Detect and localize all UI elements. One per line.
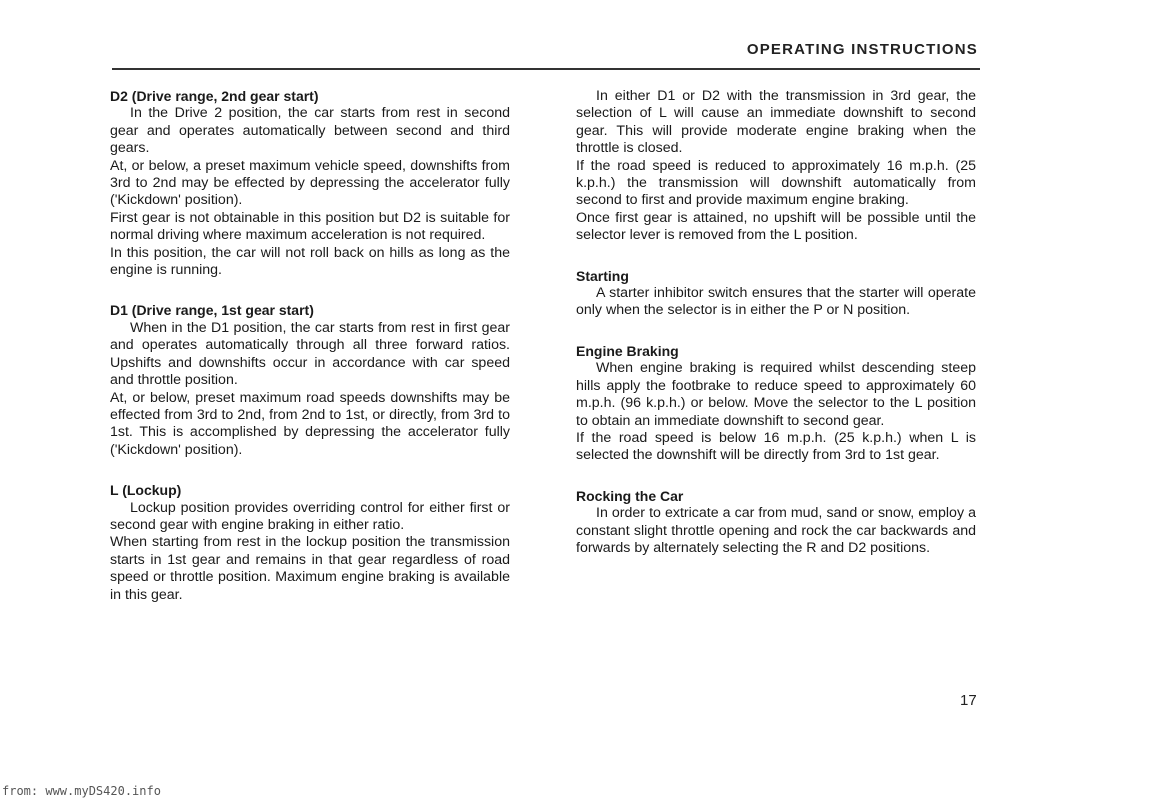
section [576, 343, 976, 465]
section-paragraph: In order to extricate a car from mud, sand or snow, employ a constant slight throttle opening and rock the car backwards and forwards by alternately selecting the R and D2 positions. [576, 505, 976, 556]
section-paragraph: If the road speed is below 16 m.p.h. (25 k.p.h.) when L is selected the downshift will be directly from 3rd to 1st gear. [576, 429, 976, 464]
section-paragraph: Lockup position provides overriding control for either first or second gear with engine braking in either ratio. [110, 499, 510, 533]
right-column [576, 88, 976, 580]
section-heading: Starting [576, 267, 629, 284]
section-heading: D1 (Drive range, 1st gear start) [110, 302, 314, 319]
page-header-title: OPERATING INSTRUCTIONS [746, 41, 978, 58]
section-paragraph: Once first gear is attained, no upshift will be possible until the selector lever is removed from the L position. [576, 209, 976, 244]
section [576, 88, 976, 245]
section-heading: D2 (Drive range, 2nd gear start) [110, 88, 319, 104]
section-paragraph: At, or below, preset maximum road speeds downshifts may be effected from 3rd to 2nd, from 2nd to 1st, or directly, from 3rd to 1st. This is accomplished by depressing the accelerator fully ('Kickdown' position). [110, 389, 510, 458]
section [576, 488, 976, 558]
section-paragraph: When in the D1 position, the car starts from rest in first gear and operates automatically through all three forward ratios. Upshifts and downshifts occur in accordance with car speed and throttle position. [110, 319, 510, 389]
section [576, 268, 976, 320]
section-heading: L (Lockup) [110, 482, 182, 499]
section-paragraph: If the road speed is reduced to approximately 16 m.p.h. (25 k.p.h.) the transmission will downshift automatically from second to first and provide maximum engine braking. [576, 157, 976, 209]
section-paragraph: At, or below, a preset maximum vehicle speed, downshifts from 3rd to 2nd may be effected by depressing the accelerator fully ('Kickdown' position). [110, 157, 510, 209]
section-paragraph: In this position, the car will not roll back on hills as long as the engine is running. [110, 244, 510, 279]
page-number: 17 [960, 692, 977, 709]
section [110, 302, 510, 459]
section [110, 482, 510, 604]
section-paragraph: First gear is not obtainable in this position but D2 is suitable for normal driving where maximum acceleration is not required. [110, 209, 510, 244]
header-rule [112, 68, 980, 70]
section [110, 88, 510, 279]
left-column [110, 88, 510, 627]
section-paragraph: When starting from rest in the lockup position the transmission starts in 1st gear and remains in that gear regardless of road speed or throttle position. Maximum engine braking is available in this gear. [110, 534, 510, 603]
section-heading: Rocking the Car [576, 487, 684, 504]
source-watermark: from: www.myDS420.info [2, 784, 161, 798]
section-paragraph: In the Drive 2 position, the car starts from rest in second gear and operates automatically between second and third gears. [110, 105, 510, 157]
section-heading: Engine Braking [576, 342, 679, 359]
section-paragraph: In either D1 or D2 with the transmission in 3rd gear, the selection of L will cause an immediate downshift to second gear. This will provide moderate engine braking when the throttle is closed. [576, 88, 976, 157]
section-paragraph: When engine braking is required whilst descending steep hills apply the footbrake to reduce speed to approximately 60 m.p.h. (96 k.p.h.) or below. Move the selector to the L position to obtain an immediate downshift to second gear. [576, 360, 976, 429]
section-paragraph: A starter inhibitor switch ensures that the starter will operate only when the selector is in either the P or N position. [576, 285, 976, 319]
